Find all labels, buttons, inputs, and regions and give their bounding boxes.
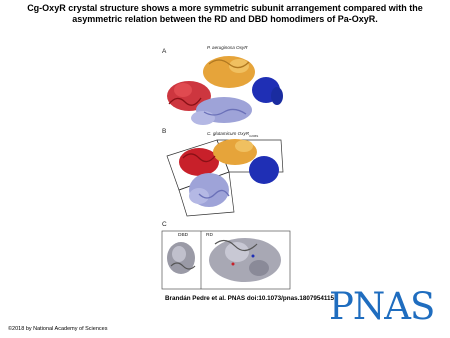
panel-a-structure xyxy=(167,56,283,125)
panel-c-letter: C xyxy=(162,221,167,228)
protein-structures-illustration xyxy=(159,44,295,292)
panel-c-structure xyxy=(162,231,290,289)
panel-a-letter: A xyxy=(162,48,167,55)
panel-b-structure xyxy=(167,139,283,216)
slide-title: Cg-OxyR crystal structure shows a more symmetric subunit arrangement compared with the asymmetric relation between the RD and DBD homodimers of Pa-OxyR. xyxy=(27,3,423,24)
panel-c-rd-label: RD xyxy=(206,233,213,238)
copyright-notice: ©2018 by National Academy of Sciences xyxy=(8,326,108,332)
figure xyxy=(159,44,295,292)
citation: Brandán Pedre et al. PNAS doi:10.1073/pnas.1807954115 xyxy=(165,295,335,302)
panel-b-letter: B xyxy=(162,128,167,135)
panel-b-caption-sub: C206S xyxy=(249,133,259,138)
panel-a-caption: P. aeruginosa OxyR xyxy=(207,45,248,50)
panel-b-caption-text: C. glutamicum OxyR xyxy=(207,131,250,136)
pnas-logo: PNAS xyxy=(329,285,435,328)
panel-c-dbd-label: DBD xyxy=(178,233,189,238)
